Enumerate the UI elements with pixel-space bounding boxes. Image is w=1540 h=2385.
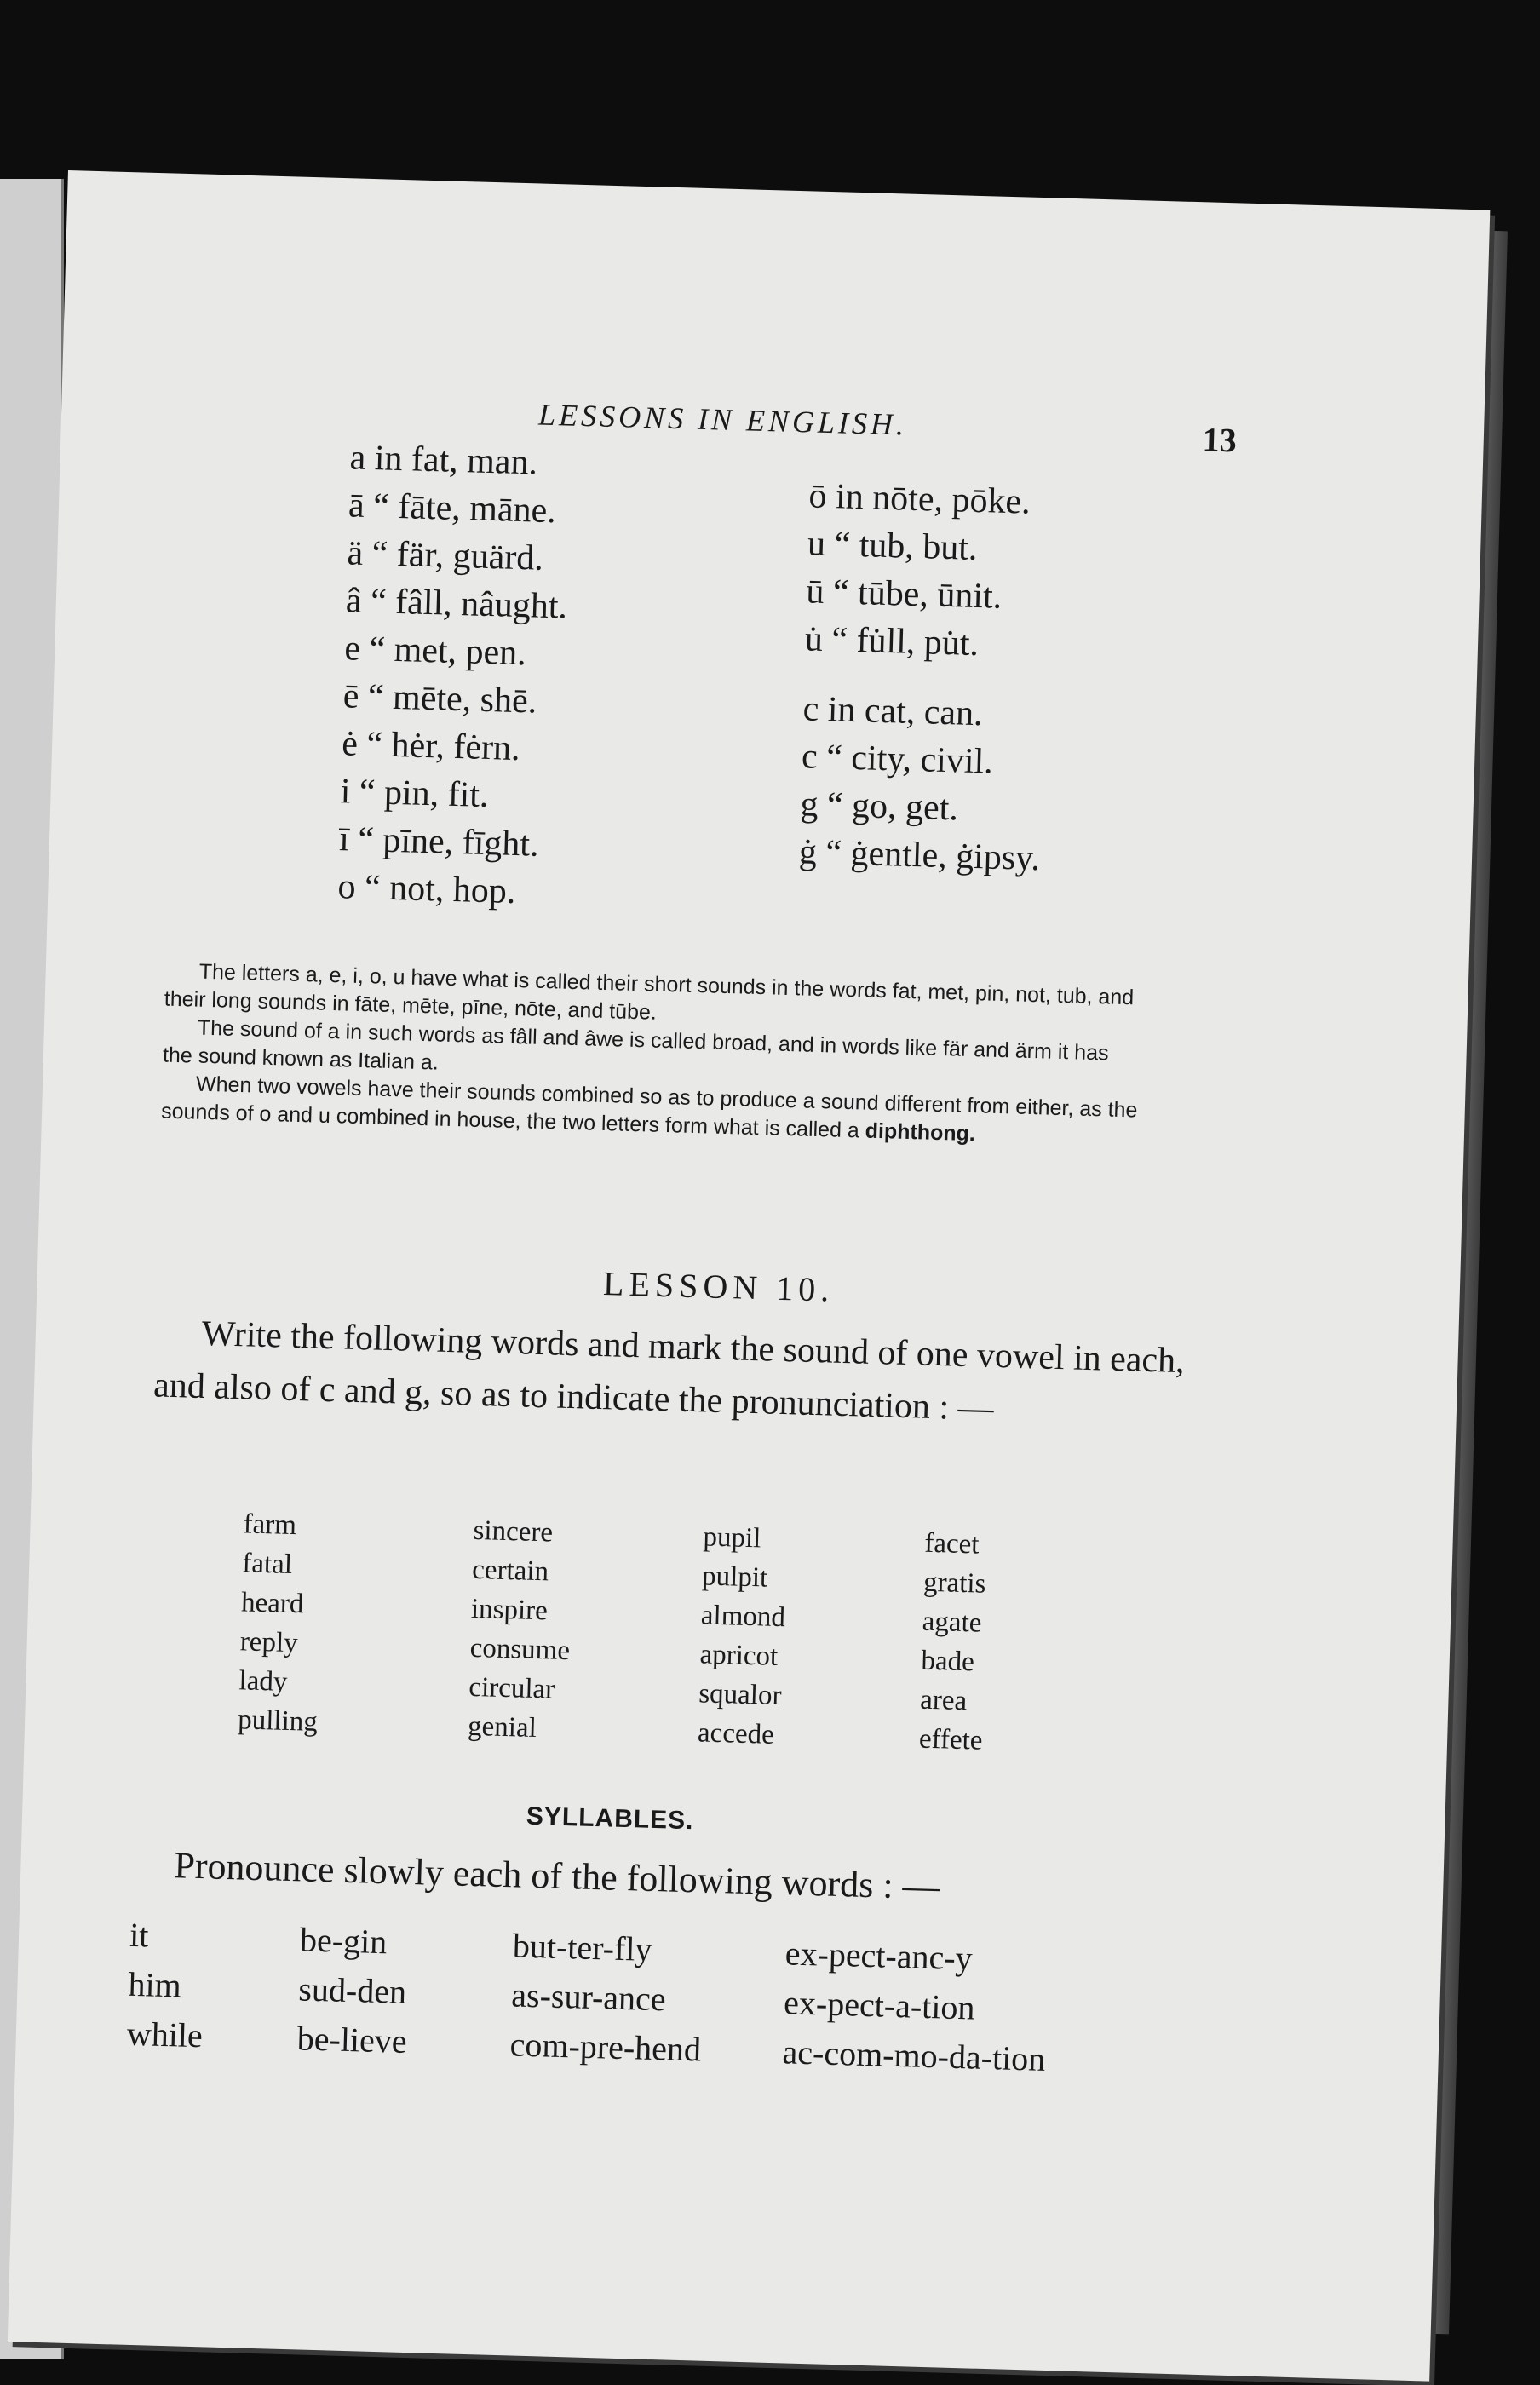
lesson-title: LESSON 10. (602, 1264, 835, 1309)
word: pulling (237, 1704, 319, 1738)
note-paragraph: The sound of a in such words as fâll and âwe is called broad, and in words like fär and ärm it has the sound known as Italian a. (162, 1015, 1109, 1075)
syllables-heading: SYLLABLES. (526, 1802, 694, 1836)
syllable-word: him (127, 1964, 182, 2005)
syllable-word: ex-pect-anc-y (784, 1934, 974, 1978)
mark-line: o “ not, hop. (336, 867, 517, 911)
syllable-word: as-sur-ance (510, 1975, 667, 2019)
syllable-word: be-lieve (296, 2019, 408, 2060)
word: sincere (473, 1514, 554, 1549)
mark-line: a in fat, man. (349, 438, 538, 483)
word: effete (918, 1723, 983, 1756)
syllable-word: it (129, 1915, 150, 1955)
word: farm (243, 1509, 297, 1542)
mark-line: ō in nōte, pōke. (808, 476, 1031, 522)
mark-line: ē “ mēte, shē. (342, 676, 537, 721)
word: bade (921, 1645, 975, 1678)
word: circular (468, 1671, 555, 1705)
word: gratis (922, 1566, 986, 1600)
word: agate (922, 1606, 982, 1639)
syllable-word: while (126, 2014, 204, 2055)
word: consume (469, 1632, 571, 1667)
syllable-word: sud-den (297, 1969, 407, 2011)
mark-line: ā “ fāte, māne. (348, 486, 557, 532)
word: heard (240, 1587, 304, 1620)
word: pulpit (701, 1560, 768, 1594)
consonant-marks (798, 685, 1044, 882)
word: area (919, 1684, 968, 1717)
mark-line: u “ tub, but. (807, 524, 979, 568)
word-column (238, 1504, 324, 1742)
word: almond (700, 1600, 786, 1634)
mark-line: ū “ tūbe, ūnit. (805, 572, 1003, 617)
term-diphthong: diphthong. (865, 1118, 976, 1147)
mark-line: c “ city, civil. (801, 737, 994, 782)
syllable-word: be-gin (299, 1920, 388, 1962)
word: reply (239, 1626, 299, 1659)
word: certain (471, 1554, 549, 1588)
word-column (468, 1511, 574, 1749)
word: pupil (702, 1521, 761, 1555)
word: lady (238, 1665, 288, 1698)
word: inspire (470, 1593, 549, 1627)
page-number: 13 (1202, 420, 1238, 460)
mark-line: ġ “ ġentle, ġipsy. (798, 832, 1041, 879)
word: fatal (241, 1548, 293, 1580)
running-head: LESSONS IN ENGLISH. (537, 397, 908, 442)
vowel-marks-right (804, 472, 1031, 669)
word-column (697, 1517, 788, 1755)
mark-line: e “ met, pen. (343, 629, 527, 674)
word: accede (697, 1717, 775, 1750)
book-page (8, 170, 1491, 2382)
note-paragraph: The letters a, e, i, o, u have what is called their short sounds in the words fat, met, pin, not, tub, and their long sounds in fāte, mēte, pīne, nōte, and tūbe. (164, 959, 1135, 1025)
word: squalor (698, 1678, 782, 1712)
mark-line: ī “ pīne, fīght. (338, 819, 540, 865)
mark-line: g “ go, get. (799, 784, 959, 829)
mark-line: i “ pin, fit. (340, 772, 490, 816)
word: genial (467, 1710, 537, 1744)
mark-line: c in cat, can. (802, 689, 984, 734)
syllable-column (296, 1915, 411, 2066)
mark-line: ė “ hėr, fėrn. (341, 724, 521, 769)
syllable-column (782, 1928, 1049, 2084)
word-column (918, 1524, 988, 1761)
syllable-column (509, 1921, 704, 2074)
word: apricot (699, 1639, 779, 1672)
syllable-column (126, 1911, 206, 2060)
syllable-word: com-pre-hend (509, 2025, 702, 2069)
mark-line: ä “ fär, guärd. (346, 533, 544, 578)
explanatory-notes (161, 957, 1145, 1153)
vowel-marks-left (337, 434, 572, 917)
word: facet (923, 1527, 980, 1560)
syllables-instruction: Pronounce slowly each of the following words : — (173, 1844, 941, 1908)
mark-line: â “ fâll, nâught. (345, 581, 568, 627)
syllable-word: but-ter-fly (512, 1926, 653, 1968)
mark-line: u̇ “ fu̇ll, pu̇t. (804, 619, 980, 664)
syllable-word: ac-com-mo-da-tion (782, 2032, 1046, 2078)
word-list (24, 1498, 1393, 1809)
note-text: When two vowels have their sounds combined so as to produce a sound different from either, as the sounds of o and u combined in house, the two letters form what is called a (160, 1072, 1138, 1143)
lesson-instruction: Write the following words and mark the sound of one vowel in each, and also of c and g, so as to indicate the pronunciation : — (152, 1313, 1186, 1428)
syllable-word: ex-pect-a-tion (783, 1983, 976, 2027)
